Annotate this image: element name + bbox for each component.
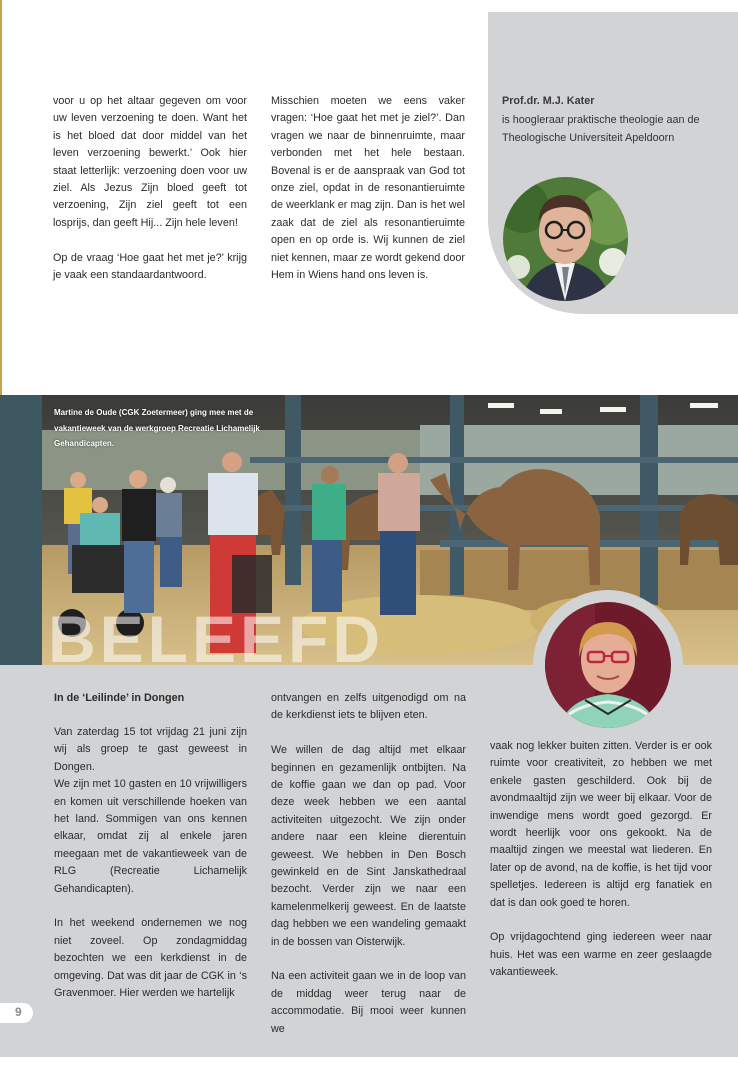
author-bio: is hoogleraar praktische theologie aan de Theologische Universiteit Apeldoorn — [502, 114, 700, 144]
bottom-article-column-2 — [271, 690, 466, 1038]
paragraph: We willen de dag altijd met elkaar beginnen en gezamenlijk ontbijten. Na de koffie gaan we dan op pad. Voor deze week hebben we een aantal activiteiten uitgezocht. We zijn onder andere naar een kleine dierentuin geweest. We hebben in Den Bosch gewinkeld en de Sint Janskathedraal bezocht. Verder zijn we naar een kamelenmelkerij geweest. En de laatste dag hebben we een wandeling gemaakt in de bossen van Oisterwijk. — [271, 744, 466, 948]
bottom-article-column-1 — [54, 724, 247, 1002]
page-number-tab — [0, 1003, 33, 1023]
page-number: 9 — [15, 1005, 22, 1019]
paragraph: Van zaterdag 15 tot vrijdag 21 juni zijn wij als groep te gast geweest in Dongen. We zijn met 10 gasten en 10 vrijwilligers en komen uit verschillende hoeken van het land. Sommigen van ons kennen elkaar, omdat zij al enkele jaren meegaan met de vakantieweek van de RLG (Recreatie Lichamelijk Gehandicapten). — [54, 726, 247, 895]
page-edge-rule — [0, 0, 2, 395]
paragraph: ontvangen en zelfs uitgenodigd om na de kerkdienst iets te blijven eten. — [271, 692, 466, 722]
top-article-column-2 — [271, 93, 465, 284]
author-portrait-photo — [503, 177, 628, 301]
author-name: Prof.dr. M.J. Kater — [502, 95, 595, 107]
bottom-article-column-3 — [490, 738, 712, 982]
section-title-overlay: BELEEFD — [48, 604, 385, 665]
paragraph: In het weekend ondernemen we nog niet zoveel. Op zondagmiddag bezochten we een kerkdienst in de omgeving. Dat was dit jaar de CGK in ‘s Gravenmoer. Hier werden we hartelijk — [54, 917, 247, 1000]
paragraph: Op vrijdagochtend ging iedereen weer naar huis. Het was een warme en zeer geslaagde vakantieweek. — [490, 931, 712, 979]
photo-caption: Martine de Oude (CGK Zoetermeer) ging mee met de vakantieweek van de werkgroep Recreatie Lichamelijk Gehandicapten. — [54, 408, 260, 448]
paragraph: vaak nog lekker buiten zitten. Verder is er ook ruimte voor creativiteit, zo hebben we met enkele gasten geschilderd. Ook bij de avondmaaltijd zijn we weer bij elkaar. Voor de inwendige mens wordt goed gezorgd. Er wordt heerlijk voor ons gekookt. Na de maaltijd zingen we meestal wat liederen. En later op de avond, na de koffie, is het tijd voor spelletjes. Iedereen is altijd erg fanatiek en dat is dan ook goed te horen. — [490, 740, 712, 909]
article-heading: In de ‘Leilinde’ in Dongen — [54, 692, 185, 704]
top-article-column-1 — [53, 93, 247, 284]
paragraph: Op de vraag ‘Hoe gaat het met je?’ krijg je vaak een standaardantwoord. — [53, 251, 247, 282]
paragraph: Na een activiteit gaan we in de loop van de middag weer terug naar de accommodatie. Bij mooi weer kunnen we — [271, 970, 466, 1035]
martine-portrait-photo — [545, 602, 671, 728]
paragraph: voor u op het altaar gegeven om voor uw leven verzoening te doen. Want het is het bloed dat door middel van het leven verzoening bewerkt.’ Ook hier staat letterlijk: verzoening doen voor uw ziel. Als Jezus Zijn bloed geeft tot verzoening, Zijn ziel geeft tot een losprijs, dan geeft Hij... Zijn hele leven! — [53, 95, 247, 229]
paragraph: Misschien moeten we eens vaker vragen: ‘Hoe gaat het met je ziel?’. Dan vragen we naar de binnenruimte, maar verbonden met het hele bestaan. Bovenal is er de aanspraak van God tot onze ziel, opdat in de resonantieruimte de weerklank er mag zijn. Dan is het wel zaak dat de ziel als resonantieruimte open en op orde is. Wij kunnen de ziel niet kennen, maar ze wordt gekend door Hem in Wiens hand ons leven is. — [271, 95, 465, 282]
